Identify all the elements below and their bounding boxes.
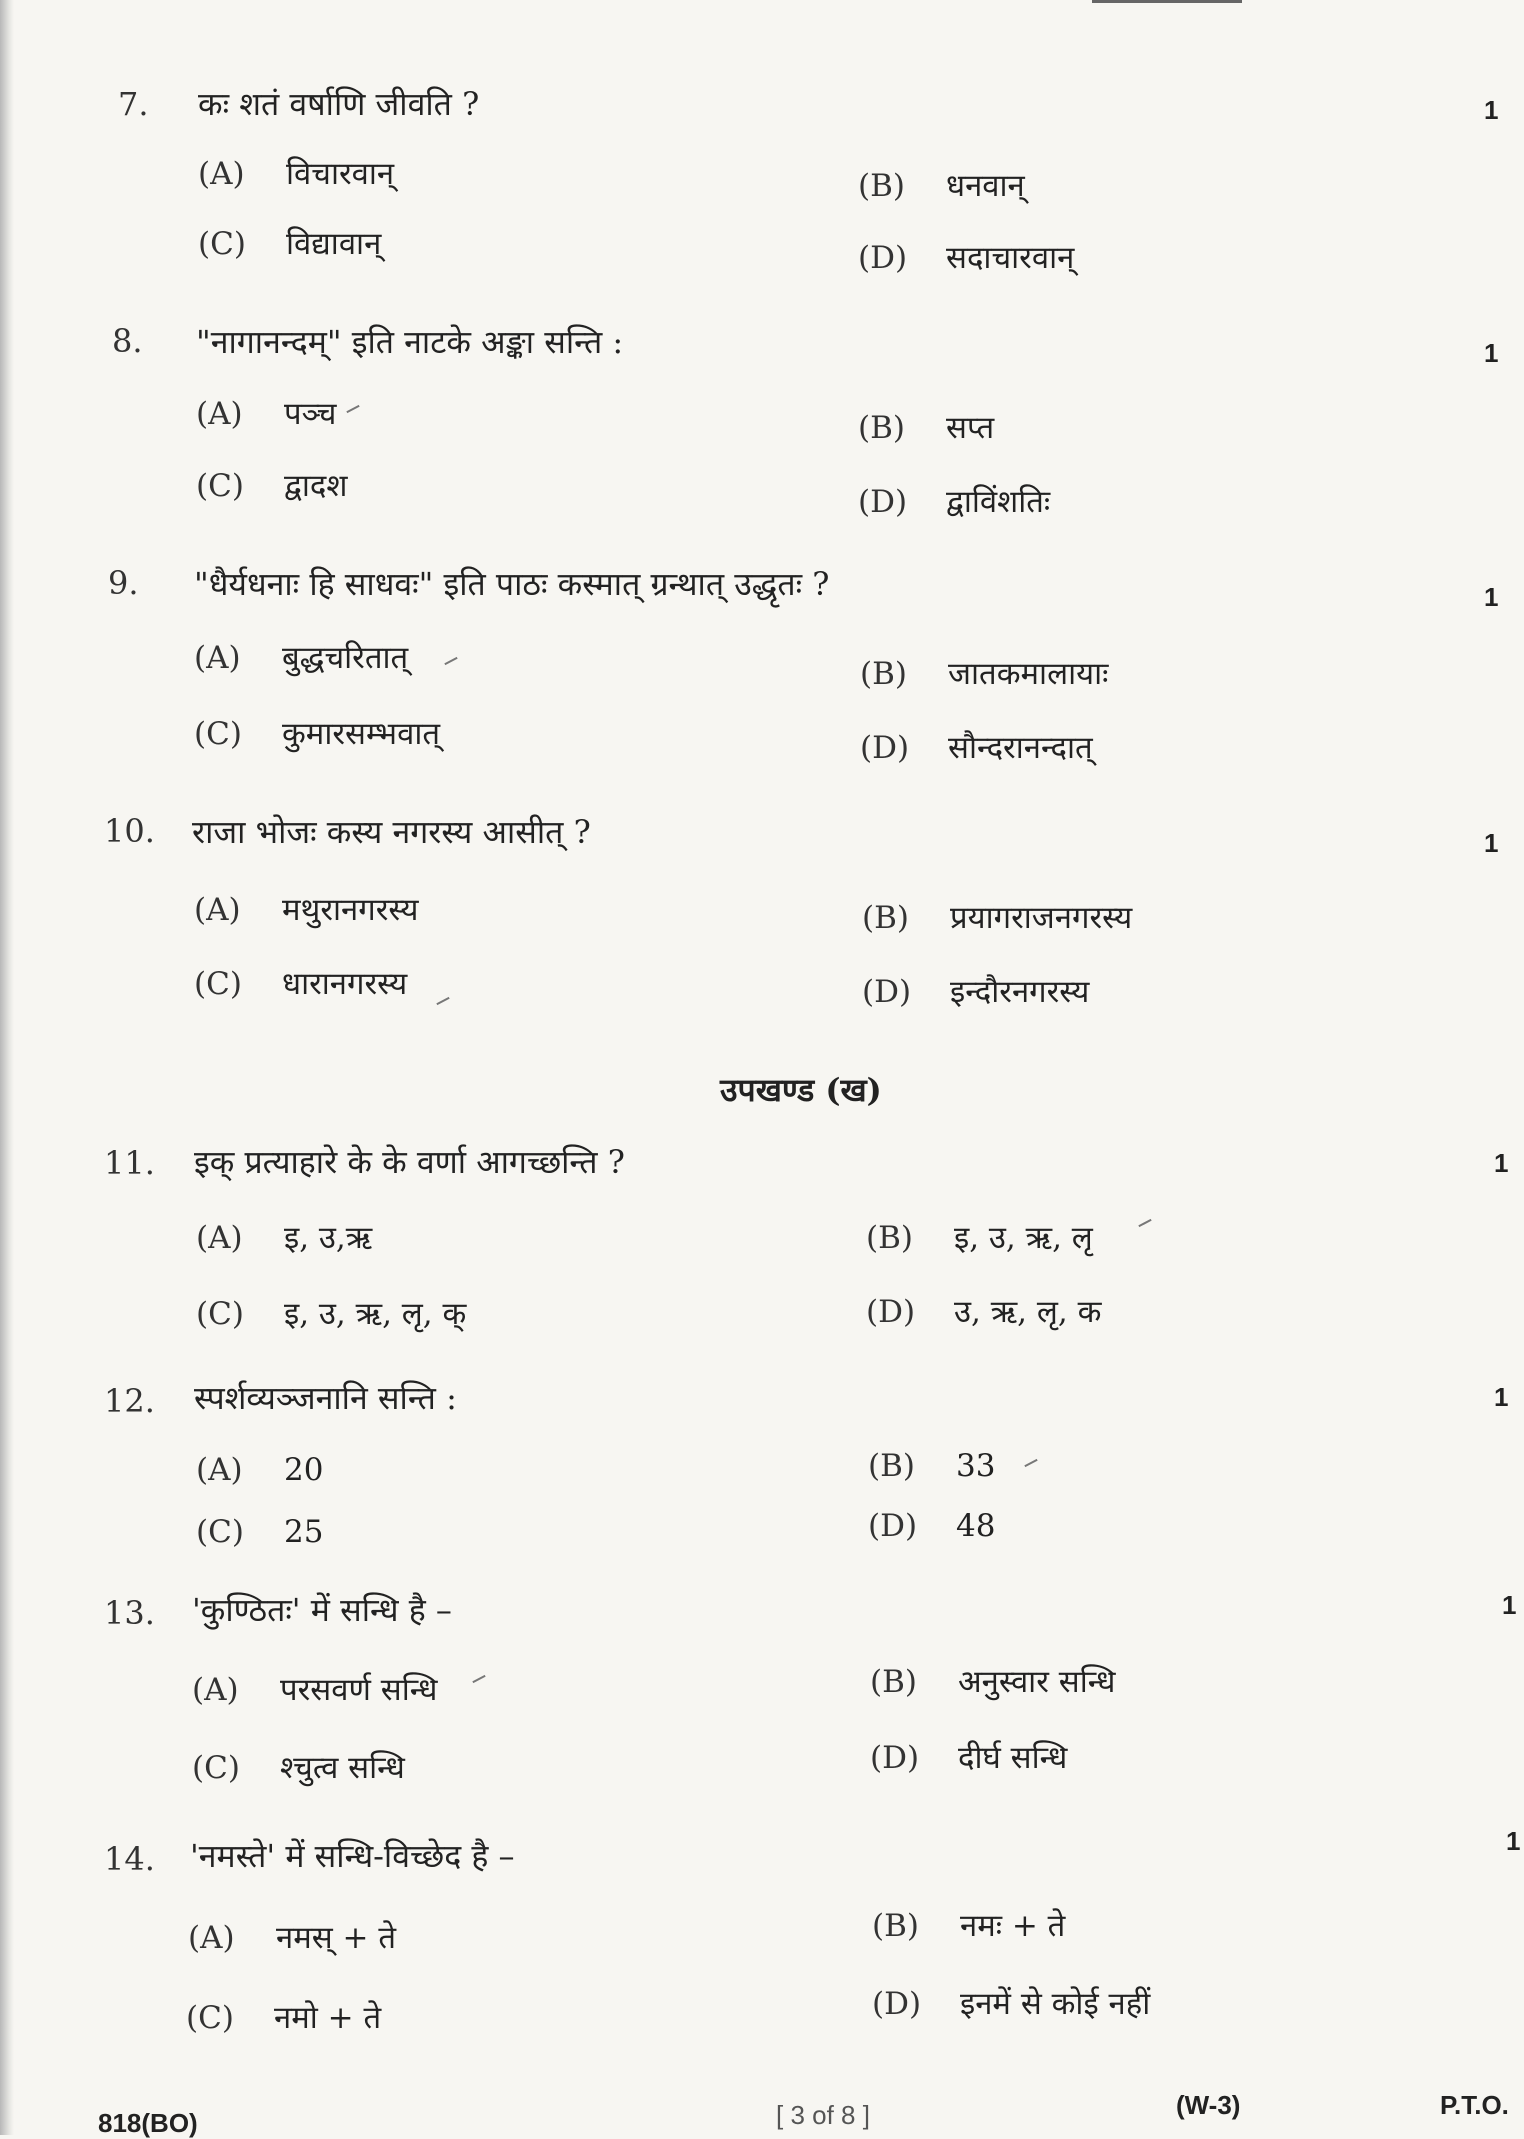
marks: 1 bbox=[1506, 1826, 1521, 1856]
question-number: 8. bbox=[112, 322, 143, 360]
question-number: 11. bbox=[104, 1144, 155, 1182]
option-text: मथुरानगरस्य bbox=[282, 892, 419, 928]
marks: 1 bbox=[1494, 1148, 1509, 1178]
option-b bbox=[872, 1904, 1065, 1946]
option-label: (B) bbox=[870, 1664, 917, 1700]
option-d bbox=[868, 1508, 995, 1544]
option-d bbox=[858, 236, 1074, 278]
option-label: (A) bbox=[194, 640, 241, 676]
question-number: 12. bbox=[104, 1382, 155, 1420]
question-number: 10. bbox=[104, 812, 155, 850]
option-c bbox=[198, 222, 381, 264]
question-text: "नागानन्दम्" इति नाटके अङ्का सन्ति : bbox=[196, 323, 624, 361]
option-label: (D) bbox=[870, 1740, 920, 1776]
option-text: सदाचारवान् bbox=[946, 240, 1075, 276]
option-b bbox=[858, 406, 994, 448]
option-text: नमस् + ते bbox=[276, 1920, 397, 1956]
option-b bbox=[870, 1660, 1115, 1702]
option-label: (B) bbox=[862, 900, 909, 936]
option-a bbox=[198, 152, 394, 194]
series-code: (W-3) bbox=[1176, 2090, 1241, 2120]
option-text: 33 bbox=[956, 1448, 996, 1484]
option-b bbox=[862, 896, 1132, 938]
option-c bbox=[196, 1292, 466, 1334]
question-text: कः शतं वर्षाणि जीवति ? bbox=[198, 85, 480, 123]
section-heading: उपखण्ड (ख) bbox=[720, 1071, 882, 1109]
scan-edge-shadow bbox=[0, 0, 14, 2135]
option-label: (C) bbox=[196, 468, 244, 504]
pen-tick-mark bbox=[472, 1675, 485, 1683]
option-label: (C) bbox=[196, 1296, 244, 1332]
option-label: (C) bbox=[196, 1514, 244, 1550]
option-label: (A) bbox=[194, 892, 241, 928]
option-a bbox=[194, 888, 418, 930]
marks: 1 bbox=[1484, 95, 1499, 125]
option-c bbox=[196, 464, 347, 506]
marks: 1 bbox=[1484, 828, 1499, 858]
option-label: (C) bbox=[194, 966, 242, 1002]
option-c bbox=[186, 1996, 381, 2038]
option-label: (D) bbox=[866, 1294, 916, 1330]
option-text: नमः + ते bbox=[960, 1908, 1066, 1944]
option-text: धनवान् bbox=[946, 168, 1025, 204]
option-text: द्वाविंशतिः bbox=[946, 484, 1051, 520]
option-label: (D) bbox=[868, 1508, 918, 1544]
option-d bbox=[866, 1290, 1101, 1332]
option-label: (B) bbox=[872, 1908, 919, 1944]
option-text: पञ्च bbox=[284, 396, 337, 432]
pen-tick-mark bbox=[436, 997, 449, 1005]
option-c bbox=[194, 962, 407, 1004]
option-a bbox=[196, 392, 336, 434]
option-text: 25 bbox=[284, 1514, 324, 1550]
question-number: 7. bbox=[118, 85, 149, 123]
option-text: धारानगरस्य bbox=[282, 966, 408, 1002]
marks: 1 bbox=[1502, 1590, 1517, 1620]
option-text: इ, उ, ऋ, लृ bbox=[954, 1220, 1093, 1256]
option-c bbox=[196, 1514, 323, 1550]
option-a bbox=[196, 1452, 323, 1488]
question-text: इक् प्रत्याहारे के के वर्णा आगच्छन्ति ? bbox=[194, 1143, 625, 1181]
option-label: (B) bbox=[866, 1220, 913, 1256]
option-text: नमो + ते bbox=[274, 2000, 382, 2036]
option-label: (D) bbox=[860, 730, 910, 766]
option-text: द्वादश bbox=[284, 468, 348, 504]
option-text: बुद्धचरितात् bbox=[282, 640, 409, 676]
option-label: (C) bbox=[192, 1750, 240, 1786]
option-a bbox=[192, 1668, 437, 1710]
question-number: 9. bbox=[108, 564, 139, 602]
pen-tick-mark bbox=[346, 405, 359, 413]
option-text: कुमारसम्भवात् bbox=[282, 716, 441, 752]
option-label: (B) bbox=[860, 656, 907, 692]
option-label: (C) bbox=[198, 226, 246, 262]
option-b bbox=[866, 1216, 1093, 1258]
option-a bbox=[188, 1916, 396, 1958]
option-label: (A) bbox=[196, 1220, 243, 1256]
paper-code: 818(BO) bbox=[98, 2108, 198, 2138]
marks: 1 bbox=[1484, 338, 1499, 368]
page-number: [ 3 of 8 ] bbox=[776, 2100, 870, 2130]
option-c bbox=[194, 712, 440, 754]
option-text: सौन्दरानन्दात् bbox=[948, 730, 1093, 766]
option-text: सप्त bbox=[946, 410, 995, 446]
question-number: 14. bbox=[104, 1840, 155, 1878]
option-text: 20 bbox=[284, 1452, 324, 1488]
option-label: (C) bbox=[186, 2000, 234, 2036]
option-text: प्रयागराजनगरस्य bbox=[950, 900, 1133, 936]
option-label: (C) bbox=[194, 716, 242, 752]
option-c bbox=[192, 1746, 405, 1788]
option-d bbox=[872, 1982, 1150, 2024]
pen-tick-mark bbox=[1024, 1459, 1037, 1467]
option-label: (A) bbox=[198, 156, 245, 192]
question-number: 13. bbox=[104, 1594, 155, 1632]
option-d bbox=[858, 480, 1050, 522]
option-label: (A) bbox=[196, 1452, 243, 1488]
option-label: (D) bbox=[858, 240, 908, 276]
pen-tick-mark bbox=[444, 657, 457, 665]
option-label: (B) bbox=[858, 410, 905, 446]
question-text: राजा भोजः कस्य नगरस्य आसीत् ? bbox=[192, 813, 591, 851]
option-text: जातकमालायाः bbox=[948, 656, 1109, 692]
option-label: (B) bbox=[858, 168, 905, 204]
option-text: श्चुत्व सन्धि bbox=[280, 1750, 405, 1786]
option-b bbox=[858, 164, 1025, 206]
option-d bbox=[862, 970, 1089, 1012]
option-label: (B) bbox=[868, 1448, 915, 1484]
option-d bbox=[860, 726, 1093, 768]
option-b bbox=[868, 1448, 995, 1484]
option-text: इ, उ,ऋ bbox=[284, 1220, 373, 1256]
option-label: (D) bbox=[862, 974, 912, 1010]
option-text: इ, उ, ऋ, लृ, क् bbox=[284, 1296, 467, 1332]
top-rule bbox=[1092, 0, 1242, 3]
option-text: 48 bbox=[956, 1508, 996, 1544]
question-text: 'कुण्ठितः' में सन्धि है – bbox=[192, 1591, 452, 1629]
pto-label: P.T.O. bbox=[1440, 2090, 1509, 2120]
option-a bbox=[196, 1216, 372, 1258]
option-b bbox=[860, 652, 1108, 694]
pen-tick-mark bbox=[1138, 1219, 1151, 1227]
marks: 1 bbox=[1484, 582, 1499, 612]
question-text: "धैर्यधनाः हि साधवः" इति पाठः कस्मात् ग्रन्थात् उद्धृतः ? bbox=[194, 565, 830, 603]
option-label: (A) bbox=[188, 1920, 235, 1956]
option-text: विद्यावान् bbox=[286, 226, 382, 262]
option-text: दीर्घ सन्धि bbox=[958, 1740, 1068, 1776]
option-text: इन्दौरनगरस्य bbox=[950, 974, 1090, 1010]
option-d bbox=[870, 1736, 1067, 1778]
option-label: (D) bbox=[872, 1986, 922, 2022]
option-a bbox=[194, 636, 408, 678]
option-text: उ, ऋ, लृ, क bbox=[954, 1294, 1102, 1330]
option-label: (D) bbox=[858, 484, 908, 520]
option-label: (A) bbox=[192, 1672, 239, 1708]
option-label: (A) bbox=[196, 396, 243, 432]
option-text: विचारवान् bbox=[286, 156, 395, 192]
question-text: स्पर्शव्यञ्जनानि सन्ति : bbox=[194, 1379, 457, 1417]
option-text: इनमें से कोई नहीं bbox=[960, 1986, 1151, 2022]
option-text: अनुस्वार सन्धि bbox=[958, 1664, 1116, 1700]
question-text: 'नमस्ते' में सन्धि-विच्छेद है – bbox=[190, 1837, 515, 1875]
marks: 1 bbox=[1494, 1382, 1509, 1412]
option-text: परसवर्ण सन्धि bbox=[280, 1672, 438, 1708]
